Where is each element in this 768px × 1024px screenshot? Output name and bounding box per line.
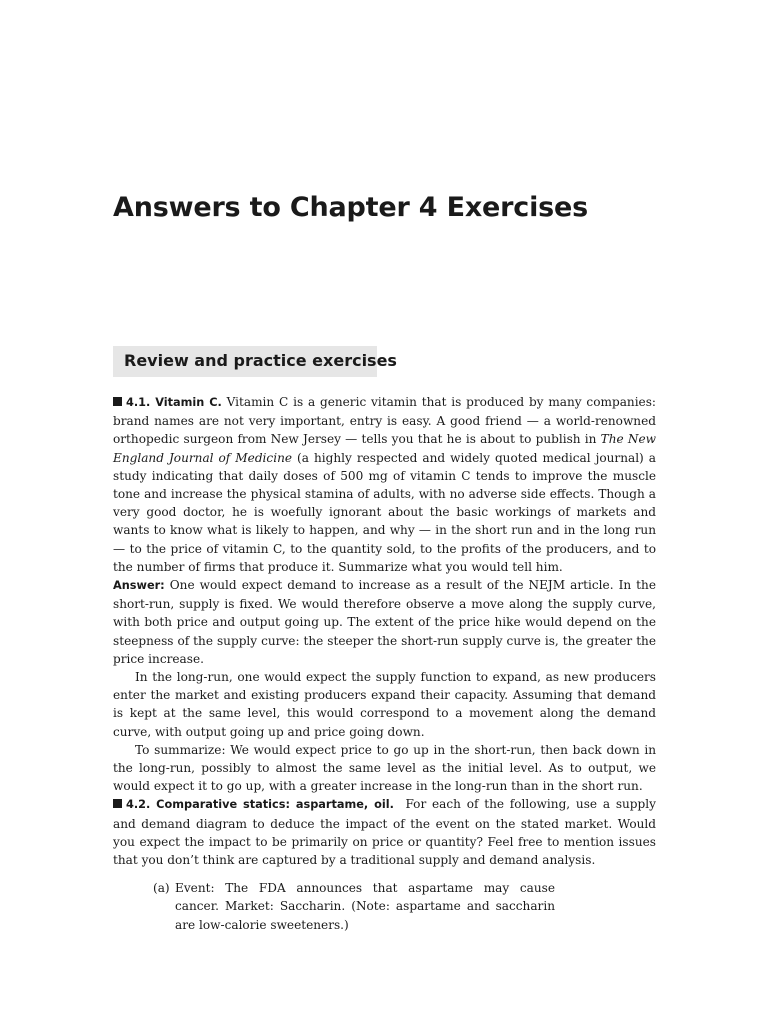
- exercise-4-2: [113, 795, 656, 869]
- answer-paragraph: In the long-run, one would expect the supply function to expand, as new producers enter the market and existing producers expand their capacity. Assuming that demand is kept at the same level, this would correspond to a movement along the demand curve, with output going up and price going down.: [113, 670, 656, 739]
- exercise-text: Vitamin C is a generic vitamin that is produced by many companies: brand names are not very important, entry is easy. A good friend — a world-renowned orthopedic surgeon from New Jersey — tells you that he is about to publish in: [113, 395, 656, 447]
- section-title: Review and practice exercises: [124, 351, 397, 370]
- list-item-text: Event: The FDA announces that aspartame may cause cancer. Market: Saccharin. (Note: aspartame and saccharin are low-calorie sweeteners.): [175, 881, 555, 932]
- exercise-text: For each of the following, use a supply and demand diagram to deduce the impact of the event on the stated market. Would you expect the impact to be primarily on price or quantity? Feel free to mention issues that you don’t think are captured by a traditional supply and demand analysis.: [113, 797, 656, 868]
- exercise-heading: 4.1. Vitamin C.: [126, 396, 222, 409]
- exercise-text-continued: (a highly respected and widely quoted medical journal) a study indicating that daily doses of 500 mg of vitamin C tends to improve the muscle tone and increase the physical stamina of adults, with no adverse side effects. Though a very good doctor, he is woefully ignorant about the basic workings of markets and wants to know what is likely to happen, and why — in the short run and in the long run — to the price of vitamin C, to the quantity sold, to the profits of the producers, and to the number of firms that produce it. Summarize what you would tell him.: [113, 450, 656, 574]
- answer-label: Answer:: [113, 579, 165, 593]
- document-body: [113, 393, 656, 934]
- list-item: [153, 879, 555, 934]
- answer-paragraph: [113, 576, 656, 668]
- exercise-4-1: [113, 393, 656, 576]
- page: [113, 0, 656, 1024]
- section-header: [113, 346, 397, 377]
- chapter-title: Answers to Chapter 4 Exercises: [113, 192, 588, 223]
- answer-text: One would expect demand to increase as a result of the NEJM article. In the short-run, supply is fixed. We would therefore observe a move along the supply curve, with both price and output going up. The extent of the price hike would depend on the steepness of the supply curve: the steeper the short-run supply curve is, the greater the price increase.: [113, 578, 656, 666]
- square-bullet-icon: [113, 799, 122, 808]
- answer-paragraph: To summarize: We would expect price to go up in the short-run, then back down in the long-run, possibly to almost the same level as the initial level. As to output, we would expect it to go up, with a greater increase in the long-run than in the short run.: [113, 742, 656, 794]
- list-item-label: (a): [153, 881, 170, 896]
- square-bullet-icon: [113, 397, 122, 406]
- exercise-heading: 4.2. Comparative statics: aspartame, oil.: [126, 798, 394, 812]
- journal-title: The New England Journal of Medicine: [113, 432, 656, 465]
